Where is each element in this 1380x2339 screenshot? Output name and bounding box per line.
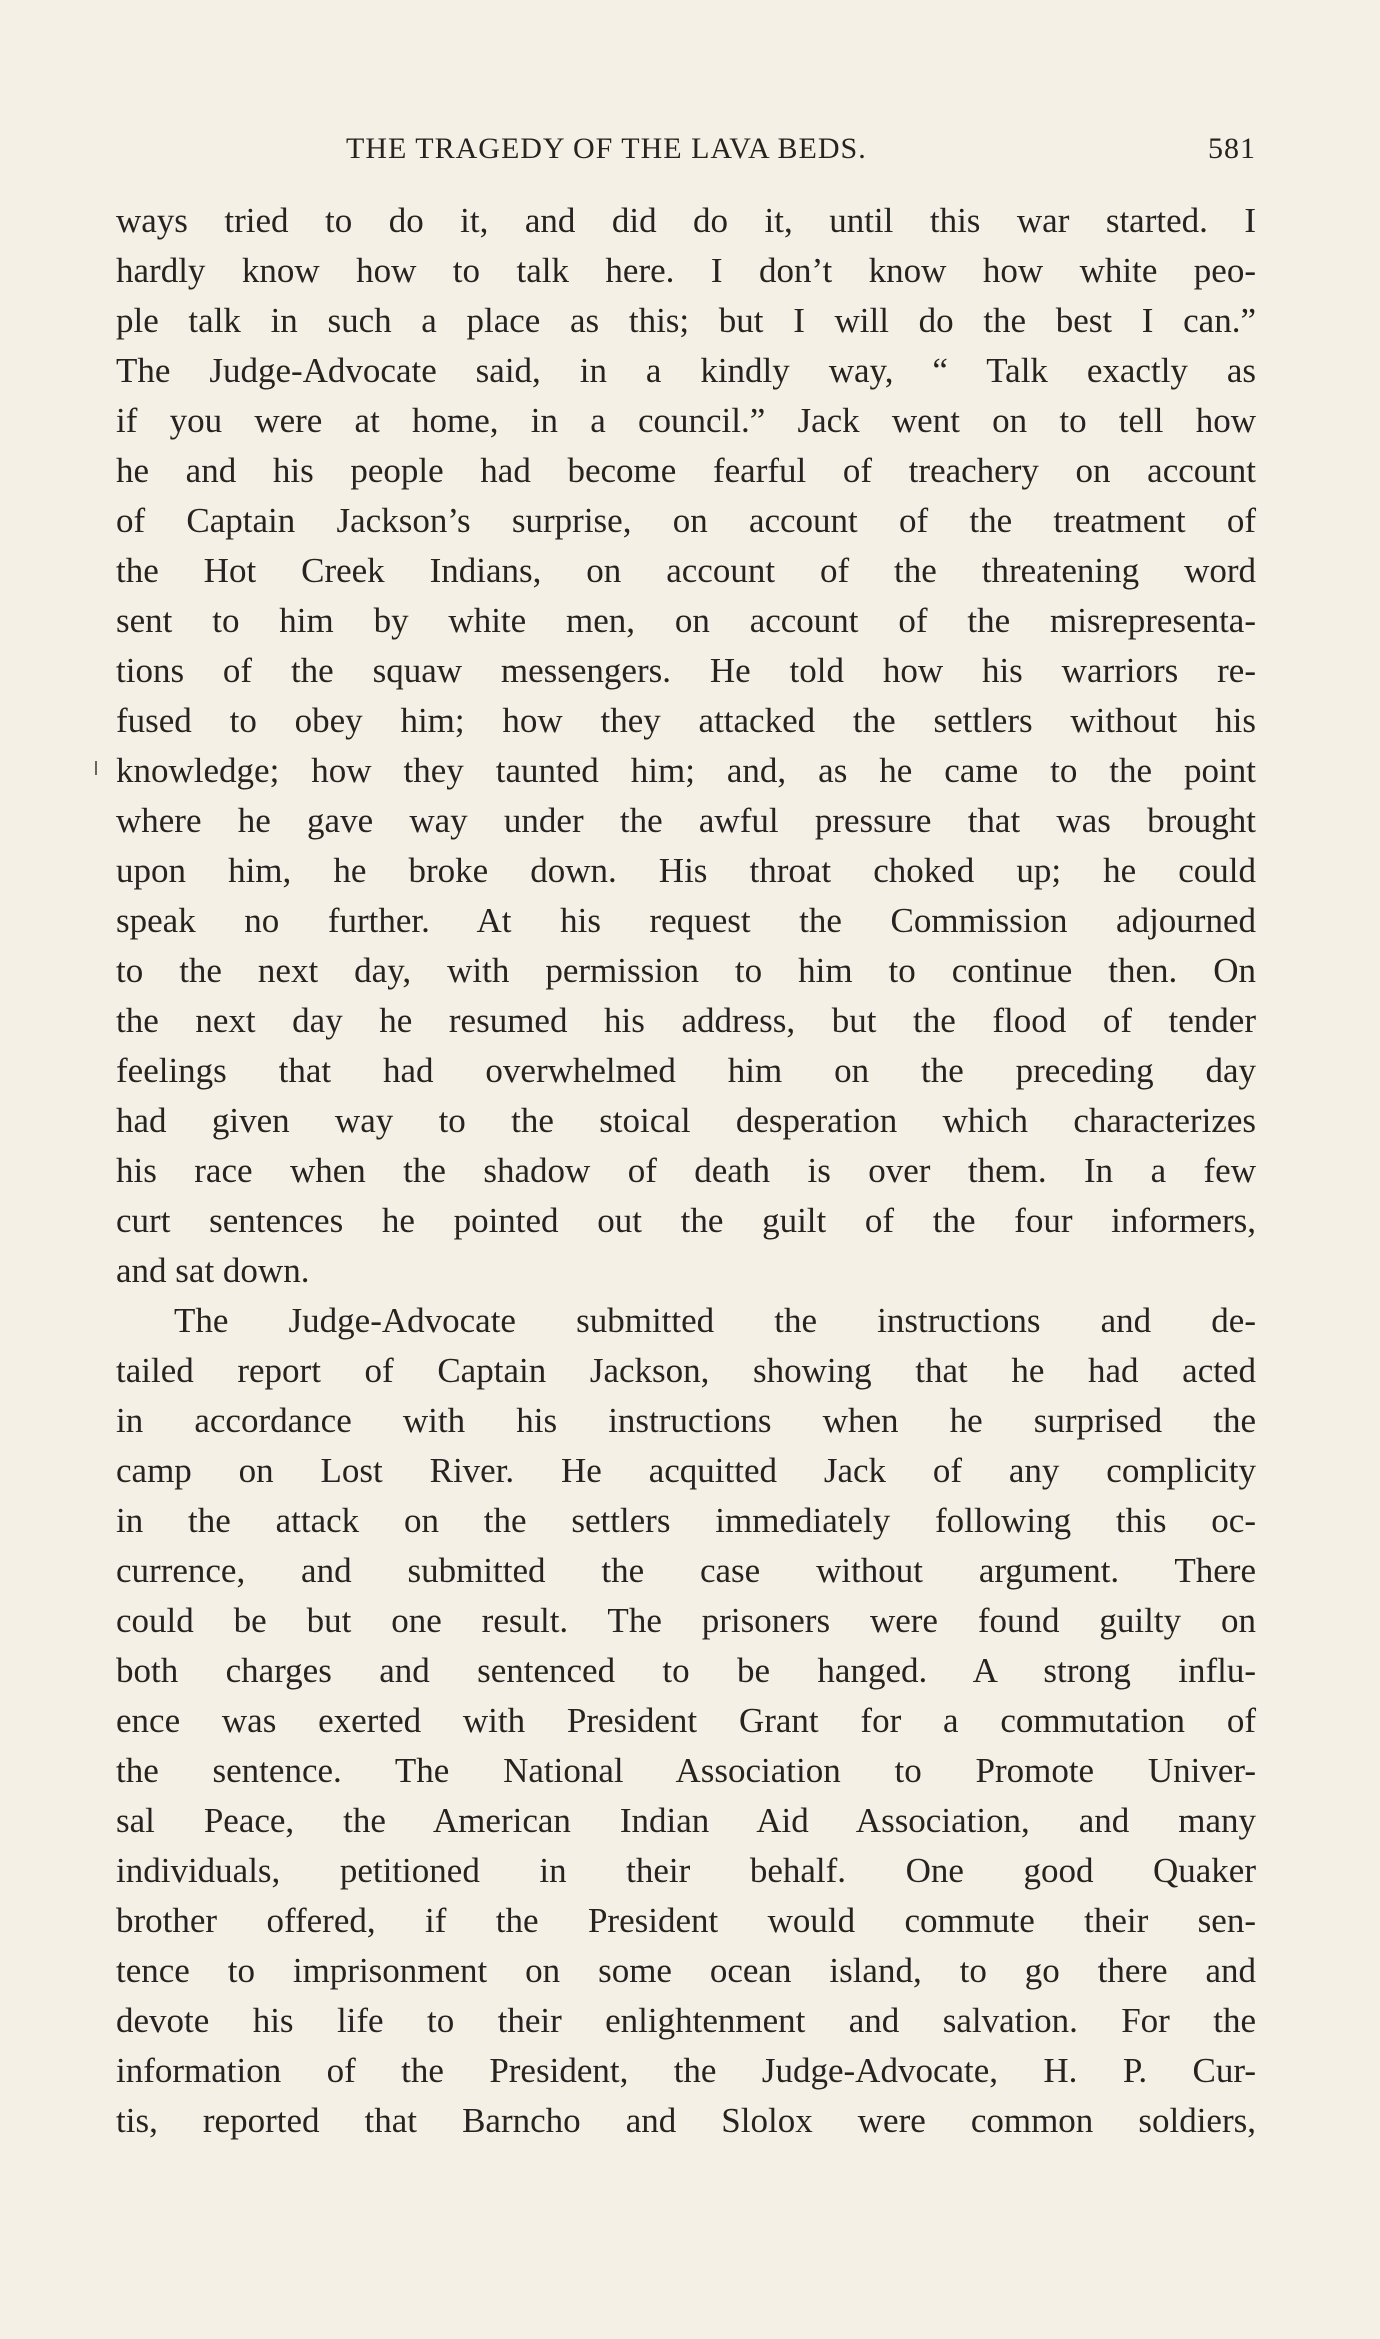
- text-line: both charges and sentenced to be hanged. A strong influ-: [116, 1651, 1256, 1690]
- text-line: feelings that had overwhelmed him on the preceding day: [116, 1051, 1256, 1090]
- text-line: currence, and submitted the case without argument. There: [116, 1551, 1256, 1590]
- text-line: The Judge-Advocate said, in a kindly way, “ Talk exactly as: [116, 351, 1256, 390]
- text-line: and sat down.: [116, 1251, 310, 1290]
- text-line: could be but one result. The prisoners were found guilty on: [116, 1601, 1256, 1640]
- text-line: brother offered, if the President would commute their sen-: [116, 1901, 1256, 1940]
- paragraph-2: [116, 1296, 1256, 2146]
- text-line: speak no further. At his request the Commission adjourned: [116, 901, 1256, 940]
- text-line: his race when the shadow of death is over them. In a few: [116, 1151, 1256, 1190]
- paragraph-1: [116, 196, 1256, 1296]
- text-line: tions of the squaw messengers. He told how his warriors re-: [116, 651, 1256, 690]
- text-line: the sentence. The National Association to Promote Univer-: [116, 1751, 1256, 1790]
- text-line: tence to imprisonment on some ocean island, to go there and: [116, 1951, 1256, 1990]
- text-line: sent to him by white men, on account of the misrepresenta-: [116, 601, 1256, 640]
- text-line: the Hot Creek Indians, on account of the threatening word: [116, 551, 1256, 590]
- page-number: 581: [1208, 132, 1256, 165]
- text-line: if you were at home, in a council.” Jack went on to tell how: [116, 401, 1256, 440]
- text-line: ence was exerted with President Grant for a commutation of: [116, 1701, 1256, 1740]
- text-line: ple talk in such a place as this; but I will do the best I can.”: [116, 301, 1256, 340]
- text-line: knowledge; how they taunted him; and, as he came to the point: [116, 751, 1256, 790]
- text-line: devote his life to their enlightenment and salvation. For the: [116, 2001, 1256, 2040]
- text-line: sal Peace, the American Indian Aid Association, and many: [116, 1801, 1256, 1840]
- margin-mark: [95, 761, 97, 775]
- running-head: [116, 132, 1256, 176]
- text-line: tailed report of Captain Jackson, showing that he had acted: [116, 1351, 1256, 1390]
- body-text: [116, 196, 1256, 2146]
- text-line: of Captain Jackson’s surprise, on account of the treatment of: [116, 501, 1256, 540]
- text-line: the next day he resumed his address, but the flood of tender: [116, 1001, 1256, 1040]
- text-line: he and his people had become fearful of treachery on account: [116, 451, 1256, 490]
- text-line: to the next day, with permission to him to continue then. On: [116, 951, 1256, 990]
- text-line: The Judge-Advocate submitted the instructions and de-: [174, 1301, 1256, 1340]
- text-line: camp on Lost River. He acquitted Jack of any complicity: [116, 1451, 1256, 1490]
- running-title: THE TRAGEDY OF THE LAVA BEDS.: [346, 132, 867, 165]
- text-line: hardly know how to talk here. I don’t know how white peo-: [116, 251, 1256, 290]
- text-line: tis, reported that Barncho and Slolox were common soldiers,: [116, 2101, 1256, 2140]
- text-line: information of the President, the Judge-Advocate, H. P. Cur-: [116, 2051, 1256, 2090]
- text-line: in the attack on the settlers immediately following this oc-: [116, 1501, 1256, 1540]
- text-line: had given way to the stoical desperation which characterizes: [116, 1101, 1256, 1140]
- text-line: curt sentences he pointed out the guilt of the four informers,: [116, 1201, 1256, 1240]
- text-line: upon him, he broke down. His throat choked up; he could: [116, 851, 1256, 890]
- text-line: ways tried to do it, and did do it, until this war started. I: [116, 201, 1256, 240]
- text-line: fused to obey him; how they attacked the settlers without his: [116, 701, 1256, 740]
- text-line: where he gave way under the awful pressure that was brought: [116, 801, 1256, 840]
- text-line: individuals, petitioned in their behalf. One good Quaker: [116, 1851, 1256, 1890]
- text-line: in accordance with his instructions when he surprised the: [116, 1401, 1256, 1440]
